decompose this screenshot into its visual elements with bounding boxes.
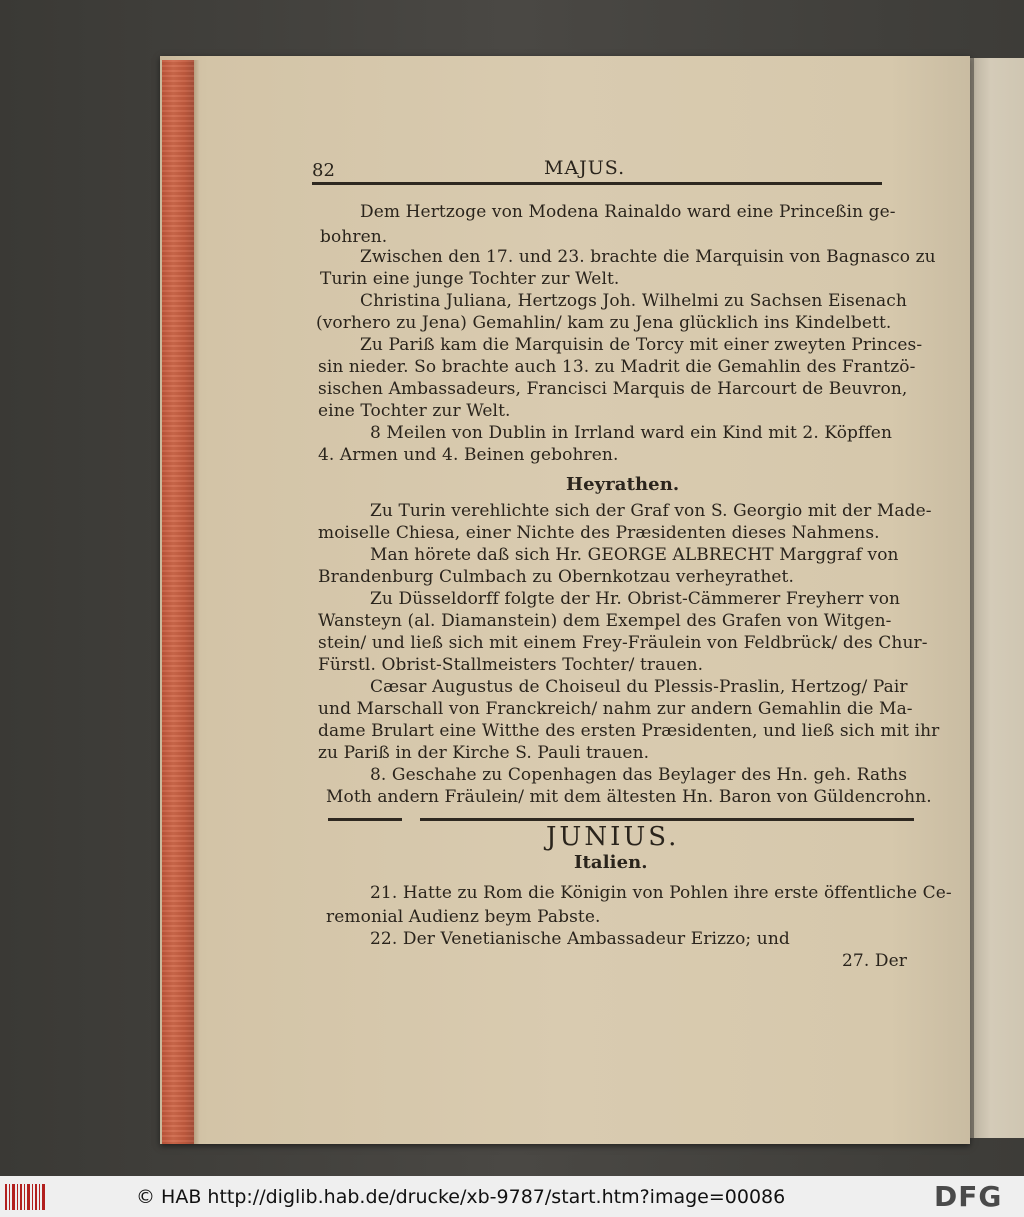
text-line: (vorhero zu Jena) Gemahlin/ kam zu Jena glücklich ins Kindelbett. bbox=[316, 313, 892, 333]
divider-rule-short bbox=[328, 818, 402, 821]
red-page-edge bbox=[162, 60, 194, 1144]
text-line: Cæsar Augustus de Choiseul du Plessis-Praslin, Hertzog/ Pair bbox=[370, 677, 908, 697]
text-line: Moth andern Fräulein/ mit dem ältesten Hn. Baron von Güldencrohn. bbox=[326, 787, 932, 807]
text-line: Turin eine junge Tochter zur Welt. bbox=[320, 269, 620, 289]
header-rule bbox=[312, 182, 882, 185]
text-line: Christina Juliana, Hertzogs Joh. Wilhelmi zu Sachsen Eisenach bbox=[360, 291, 907, 311]
text-line: Fürstl. Obrist-Stallmeisters Tochter/ trauen. bbox=[318, 655, 704, 675]
library-barcode-logo bbox=[4, 1182, 48, 1212]
text-line: 8 Meilen von Dublin in Irrland ward ein Kind mit 2. Köpffen bbox=[370, 423, 893, 443]
text-line: sin nieder. So brachte auch 13. zu Madrit die Gemahlin des Frantzö- bbox=[318, 357, 916, 377]
text-line: moiselle Chiesa, einer Nichte des Præsidenten dieses Nahmens. bbox=[318, 523, 880, 543]
text-line: 21. Hatte zu Rom die Königin von Pohlen ihre erste öffentliche Ce- bbox=[370, 883, 952, 903]
text-line: 4. Armen und 4. Beinen gebohren. bbox=[318, 445, 619, 465]
month-heading: JUNIUS. bbox=[546, 822, 680, 852]
text-line: sischen Ambassadeurs, Francisci Marquis de Harcourt de Beuvron, bbox=[318, 379, 908, 399]
text-line: eine Tochter zur Welt. bbox=[318, 401, 511, 421]
text-line: und Marschall von Franckreich/ nahm zur andern Gemahlin die Ma- bbox=[318, 699, 913, 719]
text-line: bohren. bbox=[320, 227, 388, 247]
running-head: MAJUS. bbox=[544, 157, 626, 179]
footer-credit-link[interactable]: © HAB http://diglib.hab.de/drucke/xb-9787/start.htm?image=00086 bbox=[136, 1186, 786, 1208]
catchword: 27. Der bbox=[842, 951, 907, 971]
facing-page-edge bbox=[968, 58, 1024, 1138]
text-line: remonial Audienz beym Pabste. bbox=[326, 907, 601, 927]
text-line: zu Pariß in der Kirche S. Pauli trauen. bbox=[318, 743, 650, 763]
text-line: 22. Der Venetianische Ambassadeur Erizzo; und bbox=[370, 929, 790, 949]
section-heading-heyrathen: Heyrathen. bbox=[566, 474, 680, 495]
text-line: Brandenburg Culmbach zu Obernkotzau verheyrathet. bbox=[318, 567, 794, 587]
text-line: dame Brulart eine Witthe des ersten Præsidenten, und ließ sich mit ihr bbox=[318, 721, 940, 741]
text-line: Zu Pariß kam die Marquisin de Torcy mit einer zweyten Princes- bbox=[360, 335, 923, 355]
text-line: 8. Geschahe zu Copenhagen das Beylager des Hn. geh. Raths bbox=[370, 765, 908, 785]
dfg-logo: DFG bbox=[934, 1180, 1003, 1213]
text-line: Zu Turin verehlichte sich der Graf von S. Georgio mit der Made- bbox=[370, 501, 932, 521]
page-edge-inner bbox=[194, 60, 200, 1144]
text-line: stein/ und ließ sich mit einem Frey-Fräulein von Feldbrück/ des Chur- bbox=[318, 633, 928, 653]
divider-rule-long bbox=[420, 818, 914, 821]
section-heading-italien: Italien. bbox=[574, 852, 648, 873]
text-line: Zwischen den 17. und 23. brachte die Marquisin von Bagnasco zu bbox=[360, 247, 936, 267]
text-line: Dem Hertzoge von Modena Rainaldo ward eine Princeßin ge- bbox=[360, 202, 896, 222]
text-line: Man hörete daß sich Hr. GEORGE ALBRECHT Marggraf von bbox=[370, 545, 899, 565]
text-line: Zu Düsseldorff folgte der Hr. Obrist-Cämmerer Freyherr von bbox=[370, 589, 901, 609]
page-number: 82 bbox=[312, 160, 336, 181]
text-line: Wansteyn (al. Diamanstein) dem Exempel des Grafen von Witgen- bbox=[318, 611, 892, 631]
